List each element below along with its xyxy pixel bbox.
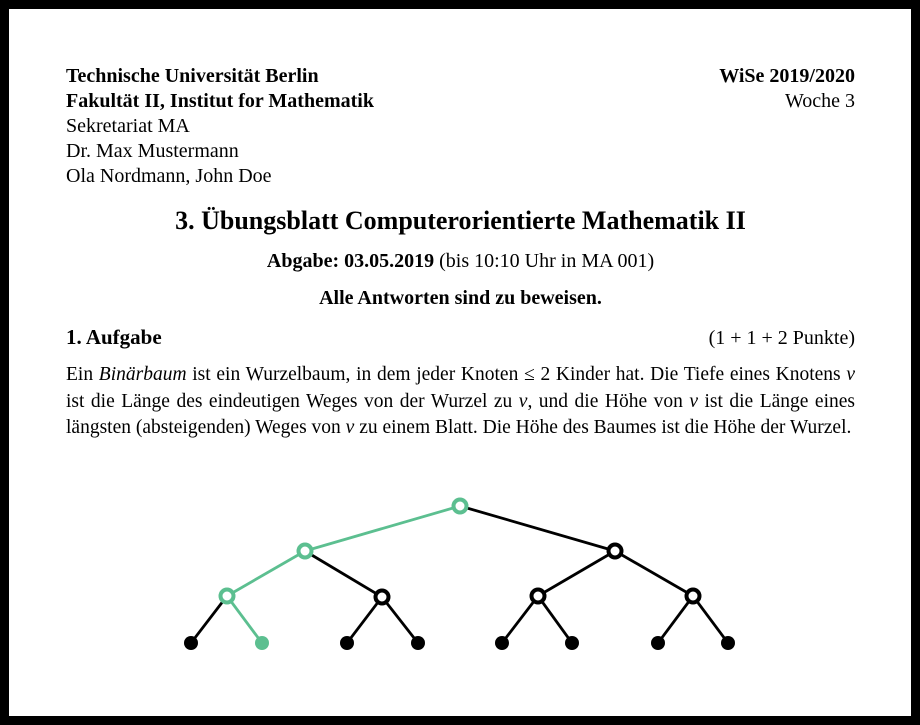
text-segment: zu einem Blatt. Die Höhe des Baumes ist die Höhe der Wurzel. (354, 417, 852, 438)
text-segment: ist die Länge des eindeutigen Weges von der Wurzel zu (66, 390, 519, 412)
header-left-block (66, 64, 374, 189)
sheet-title: 3. Übungsblatt Computerorientierte Mathematik II (175, 206, 746, 235)
header-line: WiSe 2019/2020 (719, 65, 855, 87)
text-segment: ist ein Wurzelbaum, in dem jeder Knoten ≤ 2 Kinder hat. Die Tiefe eines Knotens (186, 364, 847, 385)
text-segment: Ein (66, 364, 99, 385)
deadline-date: Abgabe: 03.05.2019 (266, 250, 435, 272)
proof-notice: Alle Antworten sind zu beweisen. (319, 287, 602, 309)
italic-term: v (345, 417, 355, 438)
header-line: Woche 3 (784, 90, 855, 112)
header-right-block (719, 64, 855, 114)
definition-paragraph (66, 362, 855, 442)
italic-term: v (518, 390, 528, 412)
header-line: Dr. Max Mustermann (66, 140, 239, 162)
header-line: Sekretariat MA (66, 115, 190, 137)
header-line: Technische Universität Berlin (66, 65, 319, 87)
italic-term: v (689, 390, 698, 412)
italic-term: v (846, 364, 855, 385)
document-header (66, 64, 855, 189)
header-line: Fakultät II, Institut for Mathematik (66, 90, 374, 112)
deadline-details: (bis 10:10 Uhr in MA 001) (434, 250, 655, 272)
exercise-points: (1 + 1 + 2 Punkte) (708, 327, 855, 349)
exercise-heading-row (66, 324, 855, 352)
italic-term: Binärbaum (98, 364, 187, 385)
text-segment: , und die Höhe von (527, 390, 690, 412)
header-line: Ola Nordmann, John Doe (66, 165, 272, 187)
text-segment: ist die Länge eines längsten (absteigenden) Weges von (66, 390, 855, 438)
deadline-line (66, 249, 855, 274)
exercise-label: 1. Aufgabe (66, 325, 162, 349)
document-page (9, 9, 911, 716)
